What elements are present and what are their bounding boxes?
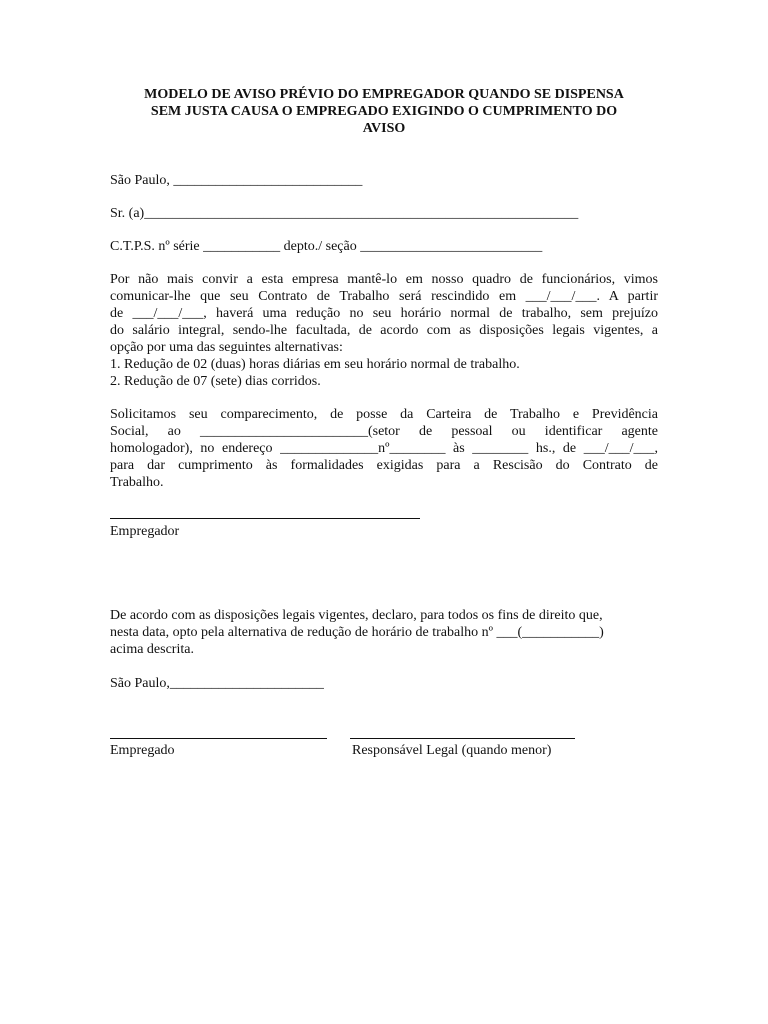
guardian-signature-line <box>350 738 575 739</box>
option-1: 1. Redução de 02 (duas) horas diárias em seu horário normal de trabalho. <box>110 357 520 372</box>
notice-line-1: Por não mais convir a esta empresa mantê-lo em nosso quadro de funcionários, vimos <box>110 272 658 287</box>
title-line-2: SEM JUSTA CAUSA O EMPREGADO EXIGINDO O CUMPRIMENTO DO <box>150 104 618 119</box>
attendance-line-1: Solicitamos seu comparecimento, de posse da Carteira de Trabalho e Previdência <box>110 407 658 422</box>
agreement-line-1: De acordo com as disposições legais vigentes, declaro, para todos os fins de direito que, <box>110 608 603 623</box>
employee-signature-line <box>110 738 327 739</box>
attendance-line-3: homologador), no endereço ______________nº________ às ________ hs., de ___/___/___, <box>110 441 658 456</box>
notice-line-4: do salário integral, sendo-lhe facultada, de acordo com as disposições legais vigentes, a <box>110 323 658 338</box>
attendance-paragraph <box>110 406 658 491</box>
guardian-signature-label: Responsável Legal (quando menor) <box>352 743 552 758</box>
footer-city-date-line: São Paulo,______________________ <box>110 676 324 691</box>
notice-line-2: comunicar-lhe que seu Contrato de Trabalho será rescindido em ___/___/___. A partir <box>110 289 658 304</box>
document-title <box>105 86 663 137</box>
recipient-line: Sr. (a)______________________________________________________________ <box>110 206 579 221</box>
agreement-line-3: acima descrita. <box>110 642 194 657</box>
city-date-line: São Paulo, ___________________________ <box>110 173 363 188</box>
option-2: 2. Redução de 07 (sete) dias corridos. <box>110 374 321 389</box>
title-line-1: MODELO DE AVISO PRÉVIO DO EMPREGADOR QUANDO SE DISPENSA <box>144 87 624 102</box>
ctps-line: C.T.P.S. nº série ___________ depto./ seção __________________________ <box>110 239 543 254</box>
agreement-line-2: nesta data, opto pela alternativa de redução de horário de trabalho nº ___(___________) <box>110 625 604 640</box>
notice-line-5: opção por uma das seguintes alternativas: <box>110 340 343 355</box>
employer-signature-line <box>110 518 420 519</box>
attendance-line-5: Trabalho. <box>110 475 164 490</box>
notice-paragraph <box>110 271 658 390</box>
title-line-3: AVISO <box>362 121 406 136</box>
attendance-line-4: para dar cumprimento às formalidades exigidas para a Rescisão do Contrato de <box>110 458 658 473</box>
attendance-line-2: Social, ao ________________________(setor de pessoal ou identificar agente <box>110 424 658 439</box>
employee-signature-label: Empregado <box>110 743 175 758</box>
notice-line-3: de ___/___/___, haverá uma redução no seu horário normal de trabalho, sem prejuízo <box>110 306 658 321</box>
agreement-paragraph <box>110 607 658 658</box>
employer-signature-label: Empregador <box>110 524 180 539</box>
